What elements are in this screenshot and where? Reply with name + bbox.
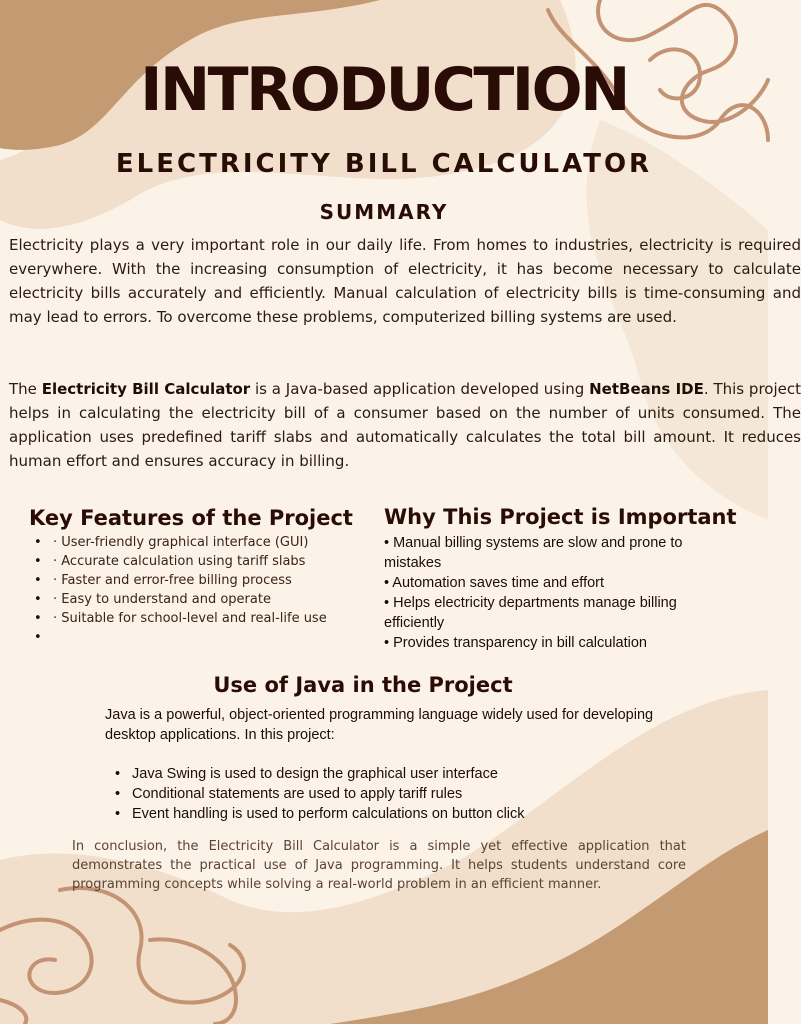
list-item: • Java Swing is used to design the graphical user interface	[105, 764, 705, 784]
summary-paragraph-2	[9, 377, 801, 473]
list-item: • Conditional statements are used to apply tariff rules	[105, 784, 705, 804]
summary-heading: SUMMARY	[319, 200, 449, 224]
p2-text-3: . This project helps in calculating the electricity bill of a consumer based on the number of units consumed. The application uses predefined tariff slabs and automatically calculates the total bill amount. It reduces human effort and ensures accuracy in billing.	[9, 380, 801, 470]
why-important-heading: Why This Project is Important	[384, 505, 737, 529]
why-important-list	[384, 533, 734, 653]
summary-paragraph-1	[9, 233, 801, 329]
java-use-list	[105, 764, 705, 824]
summary-paragraph-2-text	[9, 377, 801, 473]
key-features-heading: Key Features of the Project	[29, 506, 353, 530]
list-item: • · Suitable for school-level and real-life use	[22, 609, 342, 628]
list-item: • Automation saves time and effort	[384, 575, 605, 591]
p2-text-1: The	[9, 380, 42, 398]
java-use-intro: Java is a powerful, object-oriented programming language widely used for developing desktop applications. In this project:	[105, 707, 654, 743]
list-item: • Manual billing systems are slow and prone to mistakes	[384, 535, 683, 571]
p2-bold-project-name: Electricity Bill Calculator	[41, 380, 251, 398]
p2-text-2: is a Java-based application developed using	[250, 380, 590, 398]
list-item-empty	[22, 628, 342, 647]
p2-bold-ide-name: NetBeans IDE	[589, 380, 704, 398]
conclusion-paragraph: In conclusion, the Electricity Bill Calculator is a simple yet effective application that demonstrates the practical use of Java programming. It helps students understand core programming concepts while solving a real-world problem in an efficient manner.	[72, 839, 686, 892]
list-item: • Event handling is used to perform calculations on button click	[105, 804, 705, 824]
list-item: • Provides transparency in bill calculation	[384, 635, 647, 651]
list-item: • · Accurate calculation using tariff slabs	[22, 552, 342, 571]
page-title: INTRODUCTION	[140, 55, 628, 125]
list-item: • · Easy to understand and operate	[22, 590, 342, 609]
list-item: • · Faster and error-free billing process	[22, 571, 342, 590]
list-item: • Helps electricity departments manage billing efficiently	[384, 595, 677, 631]
project-subtitle: ELECTRICITY BILL CALCULATOR	[115, 149, 653, 179]
java-use-heading: Use of Java in the Project	[213, 673, 513, 697]
list-item: • · User-friendly graphical interface (GUI)	[22, 533, 342, 552]
summary-paragraph-1-text: Electricity plays a very important role in our daily life. From homes to industries, electricity is required everywhere. With the increasing consumption of electricity, it has become necessary to calculate electricity bills accurately and efficiently. Manual calculation of electricity bills is time-consuming and may lead to errors. To overcome these problems, computerized billing systems are used.	[9, 236, 801, 326]
key-features-list	[22, 533, 342, 647]
